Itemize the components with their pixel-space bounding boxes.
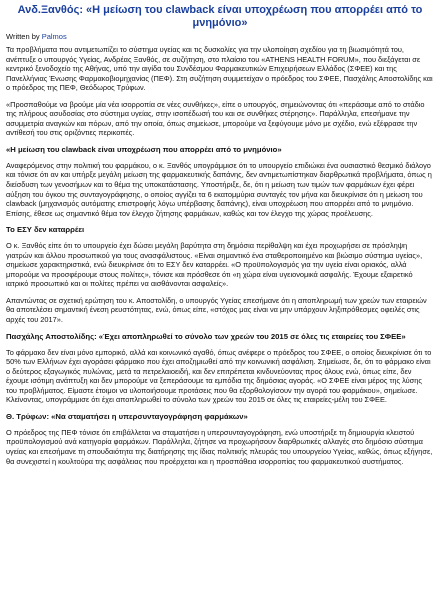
paragraph-debts: Απαντώντας σε σχετική ερώτηση του κ. Αποστολίδη, ο υπουργός Υγείας επεσήμανε ότι η αποπληρωμή των χρεών των εταιρειών θα αποτελέσει σημαντική ένεση ρευστότητας, ενώ, όπως είπε, «στόχος μας είναι να μην υπάρχουν ληξιπρόθεσμες οφειλές στις αρχές του 2017». (6, 295, 427, 325)
subheading-tryfon: Θ. Τρύφων: «Να σταματήσει η υπερσυνταγογράφηση φαρμάκων» (6, 411, 248, 421)
paragraph-esy: Ο κ. Ξανθός είπε ότι το υπουργείο έχει δώσει μεγάλη βαρύτητα στη δημόσια περίθαλψη και έχει προχωρήσει σε πρόσληψη γιατρών και άλλου προσωπικού για τους ανασφάλιστους. «Είναι σημαντικό ένα σταθεροποιημένο και βιώσιμο σύστημα υγείας», σημείωσε χαρακτηριστικά, ενώ διευκρίνισε ότι το ΕΣΥ δεν καταρρέει. «Ο προϋπολογισμός για την υγεία είναι οριακός, αλλά μπορούμε να προσφέρουμε στους πολίτες», τόνισε και πρόσθεσε ότι «η χώρα είναι υγειονομικά ασφαλής. Έχουμε εξαιρετικό ιατρικό προσωπικό και οι πολίτες πρέπει να αισθάνονται ασφαλείς». (6, 241, 423, 289)
paragraph-minister-quote: «Προσπαθούμε να βρούμε μία νέα ισορροπία σε νέες συνθήκες», είπε ο υπουργός, σημειώνοντας ότι «περάσαμε από το στάδιο της πλήρους ασυδοσίας στο σύστημα υγείας, στην ισοπέδωσή του και σε συνθήκες στέρησης». Παράλληλα, επεσήμανε την ασυμμετρία αναγκών και πόρων, από την οποία, όπως σημείωσε, μπορούμε να ξεφύγουμε μόνο με σχέδιο, ενώ εξέφρασε την αντίθεσή του στις οριζόντιες περικοπές. (6, 99, 425, 138)
article-title: Ανδ.Ξανθός: «Η μείωση του clawback είναι υποχρέωση που απορρέει από το μνημόνιο» (17, 4, 423, 29)
subheading-esy: Το ΕΣΥ δεν καταρρέει (6, 225, 85, 235)
paragraph-intro: Τα προβλήματα που αντιμετωπίζει το σύστημα υγείας και τις δυσκολίες για την υλοποίηση σχεδίου για τη βιωσιμότητά του, ανέπτυξε ο υπουργός Υγείας, Ανδρέας Ξανθός, σε συζήτηση, στο πλαίσιο του «ATHENS HEALTH FORUM», που διεξάγεται σε κεντρικό ξενοδοχείο της Αθήνας, υπό την αιγίδα του Συνδέσμου Φαρμακευτικών Επιχειρήσεων Ελλάδος (ΣΦΕΕ) και της Πανελλήνιας Ένωσης Φαρμακοβιομηχανίας (ΠΕΦ). Στη συζήτηση συμμετείχαν ο πρόεδρος του ΣΦΕΕ, Πασχάλης Αποστολίδης και ο πρόεδρος της ΠΕΦ, Θεόδωρος Τρύφων. (6, 45, 433, 93)
subheading-clawback: «Η μείωση του clawback είναι υποχρέωση που απορρέει από το μνημόνιο» (6, 144, 282, 154)
subheading-apostolidis: Πασχάλης Αποστολίδης: «Έχει αποπληρωθεί το σύνολο των χρεών του 2015 σε όλες τις εταιρείες του ΣΦΕΕ» (6, 331, 406, 341)
byline-prefix: Written by (6, 32, 40, 41)
paragraph-drug-policy: Αναφερόμενος στην πολιτική του φαρμάκου, ο κ. Ξανθός υπογράμμισε ότι το υπουργείο επιδιώκει ένα ουσιαστικό θεσμικό διάλογο και τόνισε ότι αν και υπήρξε μεγάλη μείωση της φαρμακευτικής δαπάνης, δεν αντιμετωπίστηκαν διαρθρωτικά προβλήματα, όπως η διείσδυση των γενοσήμων και το θέμα της υποκατάστασης. Υποστήριξε, δε, ότι η μείωση των τιμών των φαρμάκων έχει φέρει αύξηση του όγκου της συνταγογράφησης, ο οποίος αγγίζει τα 6 εκατομμύρια συνταγές τον μήνα και διευκρίνισε ότι η μείωση του clawback (μηχανισμός αυτόματης επιστροφής λόγω υπέρβασης δαπάνης), είναι υποχρέωση που απορρέει από το μνημόνιο. Επίσης, έθεσε ως σημαντικό θέμα τον έλεγχο ζήτησης φαρμάκων, καθώς και τον έλεγχο της χώρας προέλευσης. (6, 160, 432, 218)
byline (6, 32, 434, 42)
paragraph-sfee: Το φάρμακο δεν είναι μόνο εμπορικό, αλλά και κοινωνικό αγαθό, όπως ανέφερε ο πρόεδρος του ΣΦΕΕ, ο οποίος διευκρίνισε ότι το 50% των Ελλήνων έχει αγοράσει φάρμακο που έχει αποζημιωθεί από την κοινωνική ασφάλιση. Σημείωσε, δε, ότι το φάρμακο είναι ο δεύτερος εξαγωγικός πυλώνας, μετά τα πετρελαιοειδή, και δεν επιτρέπεται κινδυνεύοντας προς όλους ενώ, όπως είπε, δεν έχουμε ισότιμη ανάπτυξη και δεν μπορούμε να ξεπεράσουμε τα εμπόδια της δημόσιας αγοράς. «Ο ΣΦΕΕ είναι μέρος της λύσης του προβλήματος. Είμαστε έτοιμοι να υλοποιήσουμε προτάσεις που θα εξορθολογίσουν την αγορά του φαρμάκου», σημείωσε. Κλείνοντας, υπογράμμισε ότι έχει αποπληρωθεί το σύνολο των χρεών του 2015 σε όλες τις εταιρείες-μέλη του ΣΦΕΕ. (6, 347, 432, 405)
paragraph-pef: Ο πρόεδρος της ΠΕΦ τόνισε ότι επιβάλλεται να σταματήσει η υπερσυνταγογράφηση, ενώ υποστήριξε τη δημιουργία κλειστού προϋπολογισμού ανά κατηγορία φαρμάκων. Παράλληλα, ζήτησε να προχωρήσουν διαρθρωτικές αλλαγές στο δημόσιο σύστημα υγείας και επεσήμανε τη σπουδαιότητα της διατήρησης της ίδιας πολιτικής πλευράς του υπουργείου Υγείας, καθώς, όπως εξήγησε, θα συνεχιστεί η κουλτούρα της ασφάλειας που προέρχεται και η προσπάθεια ισορροπίας του φαρμακευτικού συστήματος. (6, 427, 433, 466)
author-link[interactable]: Palmos (41, 32, 67, 41)
